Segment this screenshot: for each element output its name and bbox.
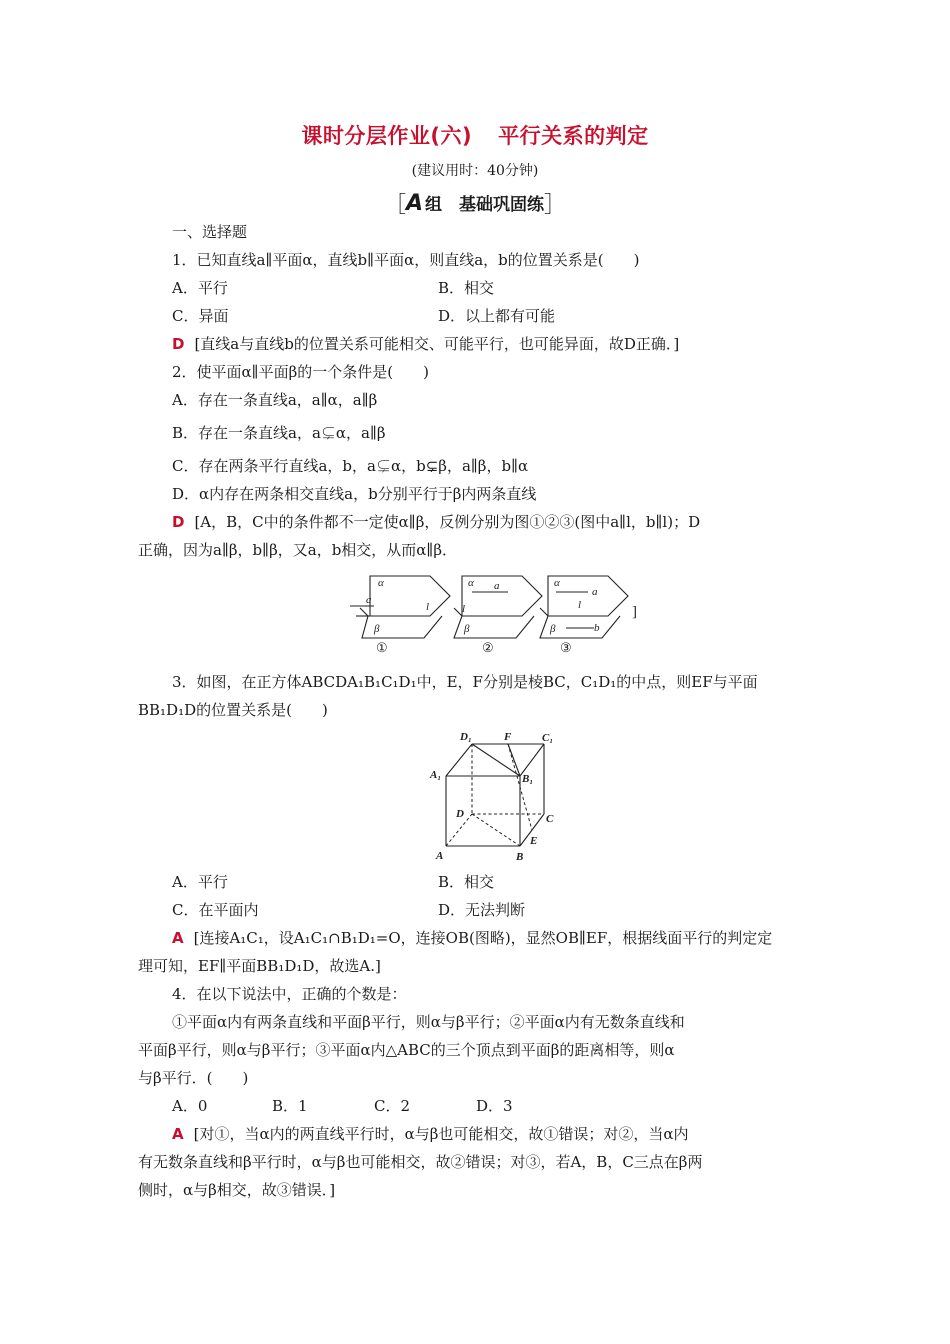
q1-answer: D [172,335,185,353]
fig3-label-a: a [592,586,598,598]
q4-option-c: C．2 [374,1097,411,1115]
title-topic: 平行关系的判定 [498,124,649,148]
cube-label-d: D [456,808,464,820]
q2-answer: D [172,513,185,531]
q2-solution [172,512,700,532]
section-label: 一、选择题 [172,223,248,241]
group-heading [0,188,950,219]
q1-explanation: [直线a与直线b的位置关系可能相交、可能平行，也可能异面，故D正确．] [194,335,680,353]
fig3-label-beta: β [550,623,556,635]
q3-answer: A [172,929,184,947]
q4-body-line2: 平面β平行，则α与β平行；③平面α内△ABC的三个顶点到平面β的距离相等，则α [138,1041,675,1059]
cube-label-b1: B₁ [522,773,534,785]
suggested-time: (建议用时：40分钟) [411,163,539,179]
q3-explanation-line2: 理可知，EF∥平面BB₁D₁D，故选A.] [138,957,381,975]
fig1-plane-beta [360,608,442,638]
cube-label-c: C [546,813,554,825]
fig3-label-alpha: α [554,577,560,589]
q4-explanation-line1: [对①，当α内的两直线平行时，α与β也可能相交，故①错误；对②，当α内 [193,1125,689,1143]
group-label: 组 基础巩固练 [425,195,545,215]
q3-stem-line1: 3．如图，在正方体ABCDA₁B₁C₁D₁中，E，F分别是棱BC，C₁D₁的中点，则EF与平面 [172,673,758,691]
left-bracket-glyph: ［ [383,193,406,218]
q4-answer: A [172,1125,184,1143]
q3-option-b: B．相交 [438,873,495,891]
q4-explanation-line3: 侧时，α与β相交，故③错误．] [138,1181,336,1199]
q3-option-c: C．在平面内 [172,901,259,919]
cube-label-c1: C₁ [542,732,554,744]
q2-option-d: D．α内存在两条相交直线a，b分别平行于β内两条直线 [172,485,537,503]
q1-option-c: C．异面 [172,307,229,325]
fig1-number: ① [376,640,388,655]
fig1-label-l: l [426,601,430,613]
q3-option-a: A．平行 [172,873,228,891]
fig2-plane-alpha [462,576,542,616]
q3-solution [172,928,772,948]
fig1-label-alpha: α [378,577,384,589]
q1-stem: 1．已知直线a∥平面α，直线b∥平面α，则直线a，b的位置关系是( ) [172,251,640,269]
fig3-plane-alpha [548,576,628,616]
cube-label-d1: D₁ [460,731,472,743]
cube-label-a1: A₁ [430,769,442,781]
q4-stem: 4．在以下说法中，正确的个数是： [172,985,407,1003]
fig2-number: ② [482,640,494,655]
q3-explanation-line1: [连接A₁C₁，设A₁C₁∩B₁D₁=O，连接OB(图略)，显然OB∥EF，根据线面平行的判定定 [193,929,773,947]
fig1-label-a: a [366,594,372,606]
q4-option-a: A．0 [172,1097,208,1115]
q4-option-d: D．3 [476,1097,513,1115]
q1-solution [172,334,679,354]
cube-label-f: F [504,731,512,743]
q4-body-line3: 与β平行．( ) [138,1069,249,1087]
q2-option-a: A．存在一条直线a，a∥α，a∥β [172,391,378,409]
title-main: 课时分层作业(六) [301,124,473,148]
q2-option-c: C．存在两条平行直线a，b，a⊊α，b⊊β，a∥β，b∥α [172,457,529,475]
q2-stem: 2．使平面α∥平面β的一个条件是( ) [172,363,429,381]
q2-explanation-line1: [A，B，C中的条件都不一定使α∥β，反例分别为图①②③(图中a∥l，b∥l)；D [194,513,701,531]
q2-option-b: B．存在一条直线a，a⊊α，a∥β [172,424,386,442]
fig2-label-alpha: α [468,577,474,589]
fig2-label-a: a [494,580,500,592]
cube-label-a: A [436,850,444,862]
q2-explanation-line2: 正确，因为a∥β，b∥β，又a，b相交，从而α∥β． [138,541,458,559]
fig1-label-beta: β [374,623,380,635]
plane-figures [348,570,648,656]
q4-option-b: B．1 [272,1097,308,1115]
q1-option-d: D．以上都有可能 [438,307,556,325]
cube-label-b: B [516,851,524,863]
fig3-number: ③ [560,640,572,655]
q3-option-d: D．无法判断 [438,901,526,919]
q4-body-line1: ①平面α内有两条直线和平面β平行，则α与β平行；②平面α内有无数条直线和 [172,1013,685,1031]
fig2-label-l: l [462,603,466,615]
fig3-label-l: l [578,599,582,611]
page-title [0,120,950,150]
q3-stem-line2: BB₁D₁D的位置关系是( ) [138,701,328,719]
q1-option-b: B．相交 [438,279,495,297]
figure-closing-bracket: ] [632,604,637,620]
right-bracket-glyph: ］ [544,193,567,218]
fig2-label-beta: β [464,623,470,635]
q4-explanation-line2: 有无数条直线和β平行时，α与β也可能相交，故②错误；对③，若A，B，C三点在β两 [138,1153,703,1171]
cube-figure [426,726,566,866]
q1-option-a: A．平行 [172,279,228,297]
q4-solution [172,1124,689,1144]
cube-label-e: E [530,835,538,847]
group-letter: A [405,191,424,216]
fig3-label-b: b [594,622,600,634]
